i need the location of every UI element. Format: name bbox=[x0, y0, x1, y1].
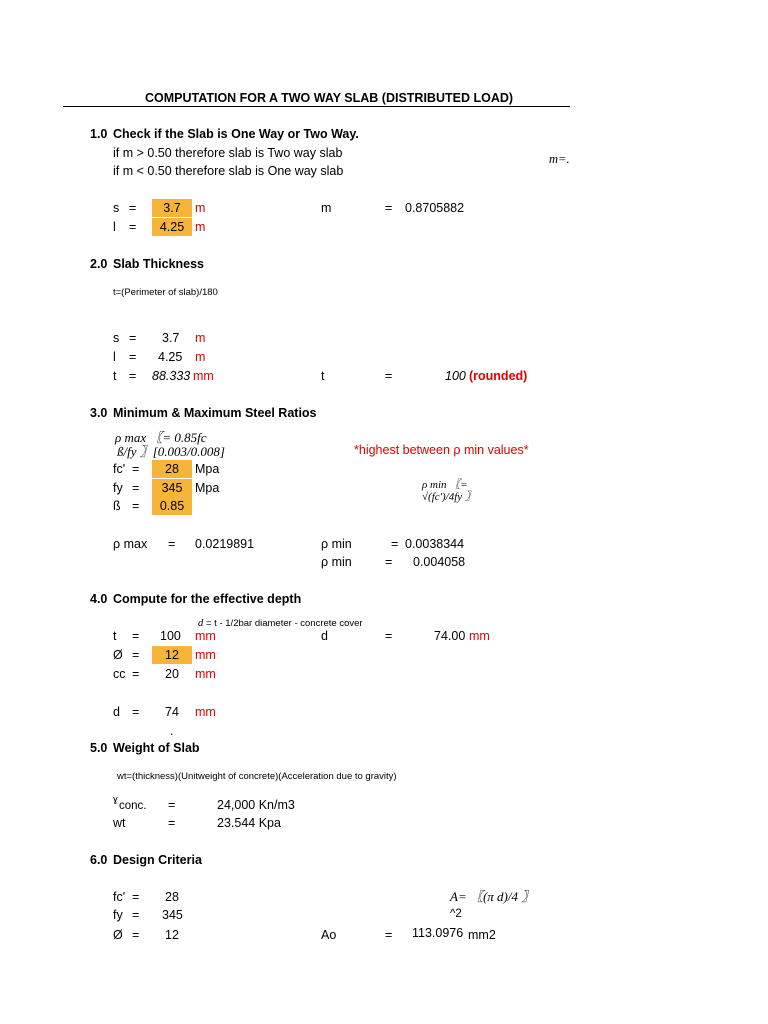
rho-min-value: 0.0038344 bbox=[405, 537, 465, 551]
wt-value: 23.544 Kpa bbox=[217, 816, 281, 830]
equals-sign: = bbox=[168, 798, 176, 812]
equals-sign: = bbox=[132, 462, 140, 476]
ao-label: Ao bbox=[321, 928, 337, 942]
t-value: 88.333 bbox=[152, 369, 191, 383]
equals-sign: = bbox=[168, 537, 176, 551]
equals-sign: = bbox=[132, 705, 140, 719]
unit: mm bbox=[195, 667, 216, 681]
m-label: m bbox=[321, 201, 332, 215]
beta-label: ß bbox=[113, 499, 121, 513]
dot-mark: . bbox=[170, 724, 174, 738]
unit: Mpa bbox=[195, 462, 220, 476]
equals-sign: = bbox=[129, 201, 137, 215]
unit: mm bbox=[469, 629, 490, 643]
note: *highest between ρ min values* bbox=[354, 443, 529, 457]
equals-sign: = bbox=[385, 201, 393, 215]
unit: mm bbox=[195, 705, 216, 719]
depth-formula-symbol: d bbox=[198, 618, 204, 629]
equals-sign: = bbox=[129, 220, 137, 234]
cover-value: 20 bbox=[165, 667, 179, 681]
unit: mm2 bbox=[468, 928, 496, 942]
equals-sign: = bbox=[132, 481, 140, 495]
equals-sign: = bbox=[385, 629, 393, 643]
t-value: 100 bbox=[160, 629, 181, 643]
m-value: 0.8705882 bbox=[405, 201, 465, 215]
d-result-label: d bbox=[321, 629, 328, 643]
fc-value: 28 bbox=[165, 890, 179, 904]
equals-sign: = bbox=[385, 928, 393, 942]
t-label: t bbox=[113, 369, 117, 383]
unit: m bbox=[195, 331, 206, 345]
unit: mm bbox=[195, 629, 216, 643]
bar-diameter-value: 12 bbox=[165, 928, 179, 942]
equals-sign: = bbox=[391, 537, 399, 551]
equals-sign: = bbox=[129, 331, 137, 345]
equals-sign: = bbox=[132, 890, 140, 904]
section-number: 2.0 bbox=[90, 257, 108, 271]
equals-sign: = bbox=[385, 369, 393, 383]
rounded-note: (rounded) bbox=[469, 369, 528, 383]
equals-sign: = bbox=[132, 908, 140, 922]
equals-sign: = bbox=[132, 629, 140, 643]
s-value: 3.7 bbox=[162, 331, 180, 345]
page-title: COMPUTATION FOR A TWO WAY SLAB (DISTRIBUTED LOAD) bbox=[145, 91, 514, 105]
section-heading: Slab Thickness bbox=[113, 257, 205, 271]
area-formula: A= 〖(π d)/4 〗 bbox=[450, 889, 535, 904]
section-number: 3.0 bbox=[90, 406, 108, 420]
rho-min-label: ρ min bbox=[321, 537, 352, 551]
equals-sign: = bbox=[132, 499, 140, 513]
l-label: l bbox=[113, 350, 116, 364]
section-heading: Check if the Slab is One Way or Two Way. bbox=[113, 127, 359, 141]
rho-max-formula: ρ max 〖= 0.85fc bbox=[115, 430, 207, 445]
rho-min-formula: ρ min 〖= bbox=[422, 479, 468, 491]
fy-label: fy bbox=[113, 481, 123, 495]
unit-weight-value: 24,000 Kn/m3 bbox=[217, 798, 295, 812]
depth-formula: = t - 1/2bar diameter - concrete cover bbox=[206, 618, 363, 629]
fy-input-cell[interactable]: 345 bbox=[152, 479, 192, 497]
fy-label: fy bbox=[113, 908, 123, 922]
condition-line: if m > 0.50 therefore slab is Two way slab bbox=[113, 146, 343, 160]
area-formula-exponent: ^2 bbox=[450, 908, 462, 920]
unit: mm bbox=[193, 369, 214, 383]
bar-diameter-label: Ø bbox=[113, 648, 123, 662]
rho-min-value: 0.004058 bbox=[413, 555, 466, 569]
cover-label: cc bbox=[113, 667, 126, 681]
s-label: s bbox=[113, 331, 120, 345]
rho-max-formula: ß/fy 〗[0.003/0.008] bbox=[117, 444, 225, 459]
title-underline bbox=[63, 106, 570, 107]
unit: m bbox=[195, 220, 206, 234]
rho-max-value: 0.0219891 bbox=[195, 537, 255, 551]
ao-value: 113.0976 bbox=[412, 926, 464, 940]
s-label: s bbox=[113, 201, 120, 215]
gamma-symbol: ɣ bbox=[113, 794, 118, 805]
equals-sign: = bbox=[132, 667, 140, 681]
l-label: l bbox=[113, 220, 116, 234]
condition-line: if m < 0.50 therefore slab is One way slab bbox=[113, 164, 344, 178]
unit: mm bbox=[195, 648, 216, 662]
section-heading: Design Criteria bbox=[113, 853, 202, 867]
unit: m bbox=[195, 350, 206, 364]
d-result-value: 74.00 bbox=[434, 629, 466, 643]
section-number: 1.0 bbox=[90, 127, 108, 141]
equals-sign: = bbox=[168, 816, 176, 830]
fc-label: fc' bbox=[113, 890, 126, 904]
d-label: d bbox=[113, 705, 120, 719]
section-heading: Weight of Slab bbox=[113, 741, 200, 755]
s-input-cell[interactable]: 3.7 bbox=[152, 199, 192, 217]
t-label: t bbox=[113, 629, 117, 643]
beta-input-cell[interactable]: 0.85 bbox=[152, 497, 192, 515]
weight-formula: wt=(thickness)(Unitweight of concrete)(Acceleration due to gravity) bbox=[117, 771, 397, 782]
d-value: 74 bbox=[165, 705, 179, 719]
equals-sign: = bbox=[132, 928, 140, 942]
equals-sign: = bbox=[129, 350, 137, 364]
bar-diameter-label: Ø bbox=[113, 928, 123, 942]
section-number: 5.0 bbox=[90, 741, 108, 755]
section-heading: Minimum & Maximum Steel Ratios bbox=[113, 406, 317, 420]
t-rounded-label: t bbox=[321, 369, 325, 383]
equals-sign: = bbox=[385, 555, 393, 569]
rho-min-formula: √(fc')/4fy 〗 bbox=[422, 491, 476, 503]
m-formula: m=. bbox=[549, 152, 570, 166]
section-heading: Compute for the effective depth bbox=[113, 592, 302, 606]
section-number: 4.0 bbox=[90, 592, 108, 606]
l-value: 4.25 bbox=[158, 350, 183, 364]
equals-sign: = bbox=[132, 648, 140, 662]
bar-diameter-input-cell[interactable]: 12 bbox=[152, 646, 192, 664]
wt-label: wt bbox=[113, 816, 126, 830]
rho-min-label: ρ min bbox=[321, 555, 352, 569]
fy-value: 345 bbox=[162, 908, 183, 922]
rho-max-label: ρ max bbox=[113, 537, 148, 551]
l-input-cell[interactable]: 4.25 bbox=[152, 218, 192, 236]
t-rounded-value: 100 bbox=[445, 369, 466, 383]
thickness-formula: t=(Perimeter of slab)/180 bbox=[113, 287, 218, 298]
equals-sign: = bbox=[129, 369, 137, 383]
unit: m bbox=[195, 201, 206, 215]
fc-label: fc' bbox=[113, 462, 126, 476]
section-number: 6.0 bbox=[90, 853, 108, 867]
fc-input-cell[interactable]: 28 bbox=[152, 460, 192, 478]
unit: Mpa bbox=[195, 481, 220, 495]
gamma-label: conc. bbox=[119, 800, 147, 812]
